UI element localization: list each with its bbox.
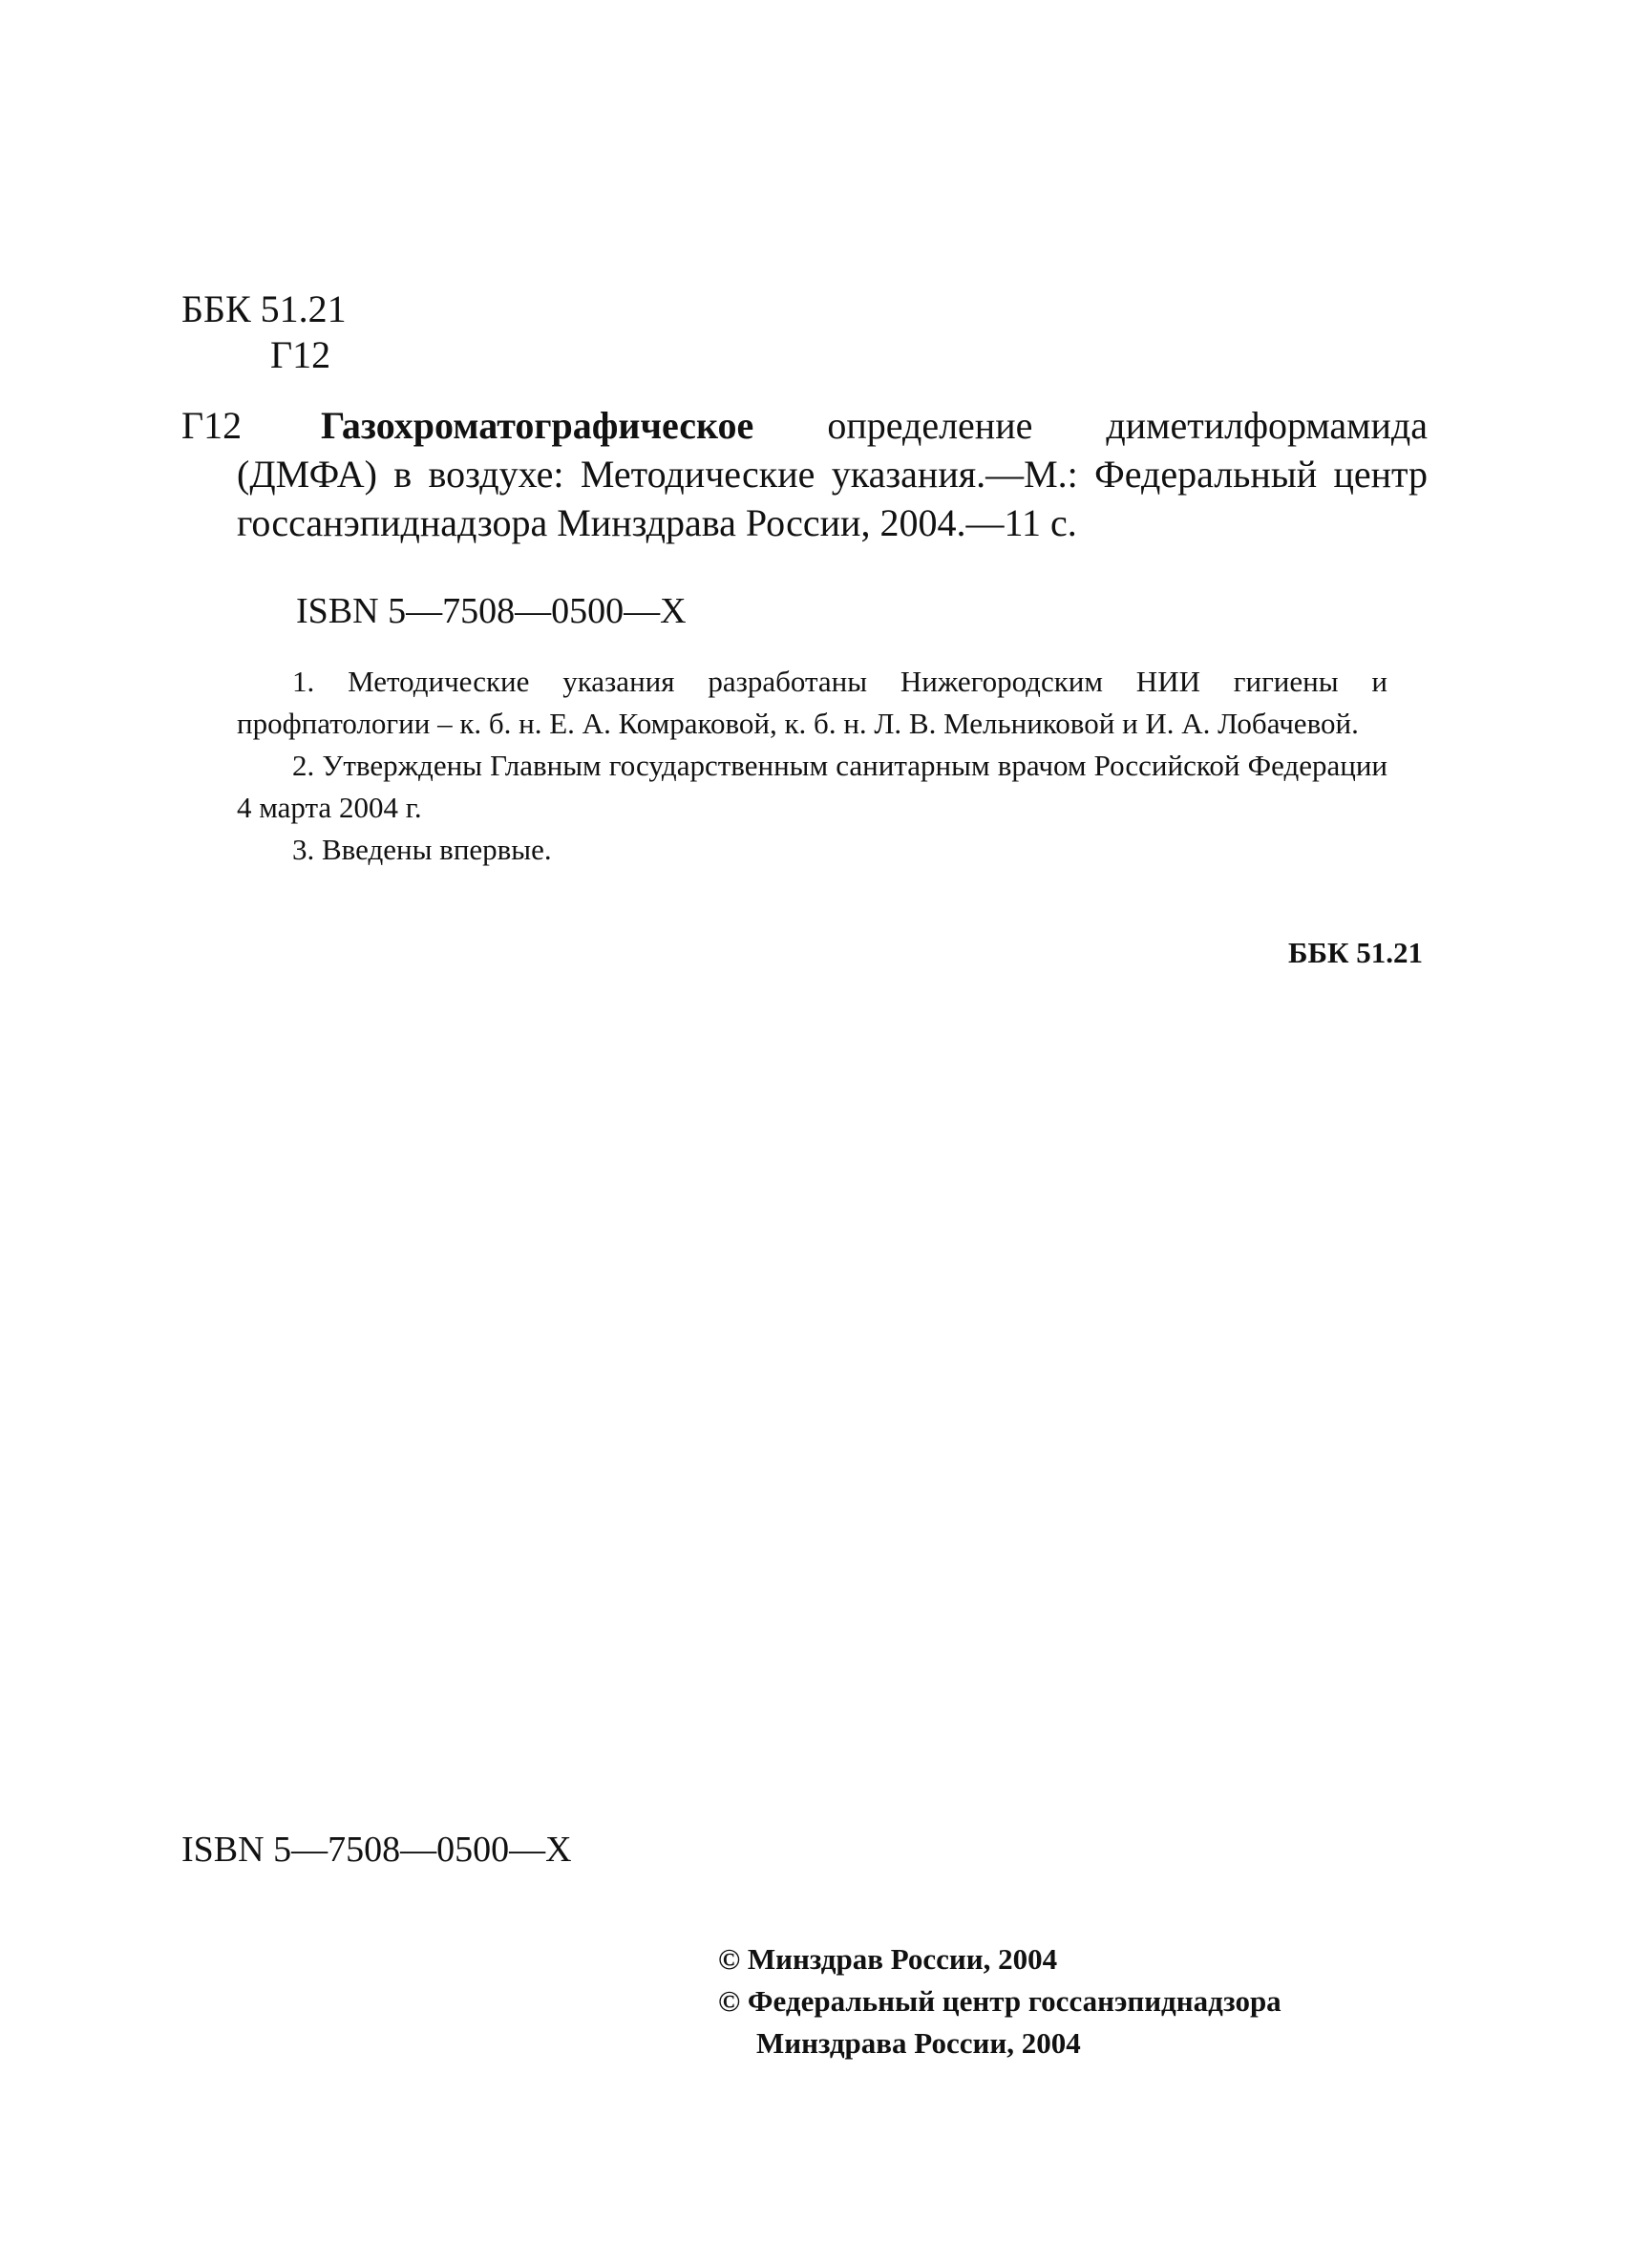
entry-description: [237, 401, 1428, 547]
copyright-line: © Федеральный центр госсанэпиднадзора: [718, 1984, 1281, 2018]
bbk-classification: ББК 51.21: [181, 287, 347, 330]
bbk-classification-right: ББК 51.21: [1288, 936, 1423, 969]
isbn-bottom: ISBN 5—7508—0500—X: [181, 1830, 572, 1870]
entry-details: определение диметилформамида (ДМФА) в воздухе: Методические указания.—М.: Федеральный центр госсанэпиднадзора Минздрава России, 2004.—11 с.: [237, 404, 1428, 544]
copyright-line: © Минздрав России, 2004: [718, 1942, 1058, 1976]
copyright-block: [718, 1938, 1281, 2064]
isbn: ISBN 5—7508—0500—X: [296, 591, 687, 631]
copyright-line: Минздрава России, 2004: [756, 2026, 1081, 2060]
author-mark: Г12: [270, 333, 331, 376]
note-item: 2. Утверждены Главным государственным санитарным врачом Российской Федерации 4 марта 2004 г.: [237, 749, 1387, 824]
entry-author-mark: Г12: [181, 404, 243, 447]
note-item: 1. Методические указания разработаны Нижегородским НИИ гигиены и профпатологии – к. б. н. Е. А. Комраковой, к. б. н. Л. В. Мельниковой и И. А. Лобачевой.: [237, 665, 1387, 740]
entry-title: Газохроматографическое: [321, 404, 754, 447]
note-item: 3. Введены впервые.: [292, 833, 552, 866]
notes-list: [237, 661, 1387, 871]
